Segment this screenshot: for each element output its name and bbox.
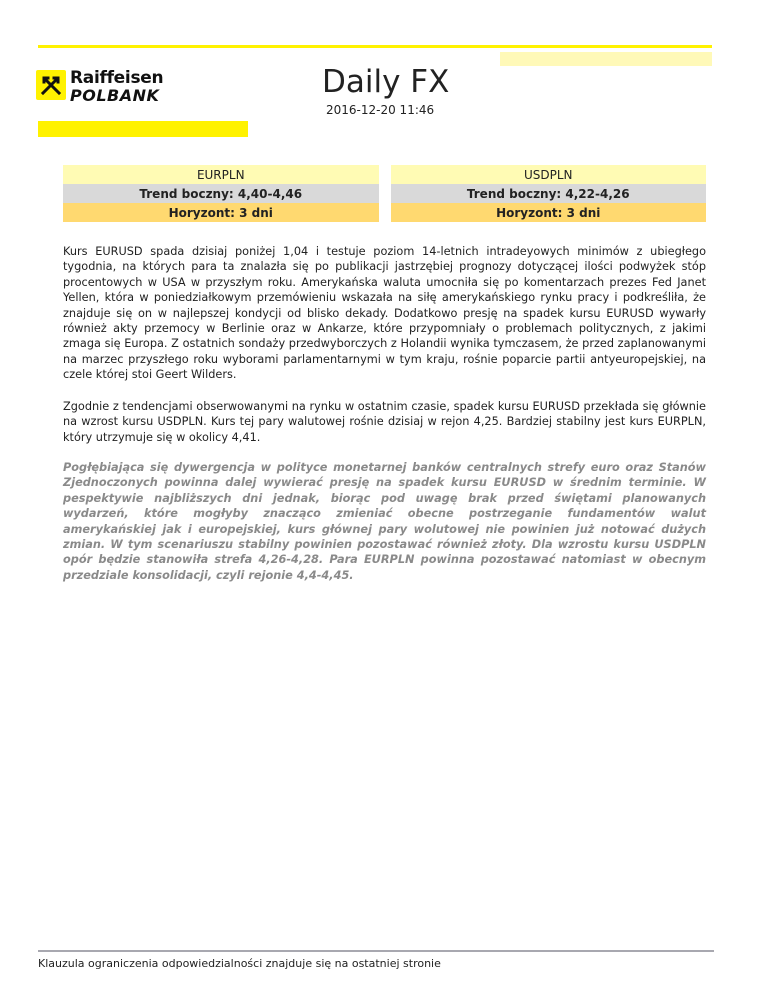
paragraph-pln-impact: Zgodnie z tendencjami obserwowanymi na rynku w ostatnim czasie, spadek kursu EURUSD przekłada się głównie na wzrost kursu USDPLN. Kurs tej pary walutowej rośnie dzisiaj w rejon 4,25. Bardziej stabilny jest kurs EURPLN, który utrzymuje się w okolicy 4,41. (63, 400, 706, 444)
horizon-eurpln: Horyzont: 3 dni (63, 203, 379, 222)
paragraph-market-overview: Kurs EURUSD spada dzisiaj poniżej 1,04 i testuje poziom 14-letnich intradeyowych minimów z ubiegłego tygodnia, na których para ta znalazła się po publikacji jastrzębiej prognozy dotyczącej ilości podwyżek stóp procentowych w USA w przyszłym roku. Amerykańska waluta umocniła się po komentarzach prezes Fed Janet Yellen, która w poniedziałkowym przemówieniu wskazała na siłę amerykańskiego rynku pracy i podkreśliła, że znajduje się on w najlepszej kondycji od blisko dekady. Dodatkowo presję na spadek kursu EURUSD wywarły również akty przemocy w Berlinie oraz w Ankarze, które przypomniały o problemach politycznych, z jakimi zmaga się Europa. Z ostatnich sondaży przedwyborczych z Holandii wynika tymczasem, że przed zaplanowanymi na marzec przyszłego roku wyborami parlamentarnymi w tym kraju, rośnie poparcie partii antyeuropejskiej, na czele której stoi Geert Wilders. (63, 245, 706, 382)
footer-disclaimer: Klauzula ograniczenia odpowiedzialności znajduje się na ostatniej stronie (38, 957, 441, 970)
table-gap (379, 184, 391, 203)
paragraph-outlook: Pogłębiająca się dywergencja w polityce monetarnej banków centralnych strefy euro oraz Stanów Zjednoczonych powinna dalej wywierać presję na spadek kursu EURUSD w średnim terminie. W pespektywie najbliższych dni jednak, biorąc pod uwagę brak przed świętami planowanych wydarzeń, które mogłyby znacząco zmieniać obecne postrzeganie fundamentów walut amerykańskiej jak i europejskiej, kurs głównej pary wolutowej nie powinien już notować dużych zmian. W tym scenariuszu stabilny powinien pozostawać również złoty. Dla wzrostu kursu USDPLN opór będzie stanowiła strefa 4,26-4,28. Para EURPLN powinna pozostawać natomiast w obecnym przedziale konsolidacji, czyli rejonie 4,4-4,45. (63, 461, 706, 582)
trend-row (63, 184, 706, 203)
fx-summary-table (63, 165, 706, 222)
table-gap (379, 203, 391, 222)
horizon-usdpln: Horyzont: 3 dni (391, 203, 707, 222)
horizon-row (63, 203, 706, 222)
header-accent-bar (38, 121, 248, 137)
brand-name-line1: Raiffeisen (70, 68, 164, 88)
footer-rule (38, 950, 714, 952)
trend-eurpln: Trend boczny: 4,40-4,46 (63, 184, 379, 203)
header-decor-box (500, 52, 712, 66)
report-datetime: 2016-12-20 11:46 (326, 103, 435, 117)
pair-name-usdpln: USDPLN (391, 165, 707, 184)
pair-name-eurpln: EURPLN (63, 165, 379, 184)
trend-usdpln: Trend boczny: 4,22-4,26 (391, 184, 707, 203)
raiffeisen-crossed-horses-icon (36, 70, 66, 100)
pair-name-row (63, 165, 706, 184)
top-rule (38, 45, 712, 48)
brand-logo (36, 70, 176, 110)
brand-name-line2: POLBANK (70, 86, 160, 105)
page-title: Daily FX (322, 64, 450, 100)
table-gap (379, 165, 391, 184)
